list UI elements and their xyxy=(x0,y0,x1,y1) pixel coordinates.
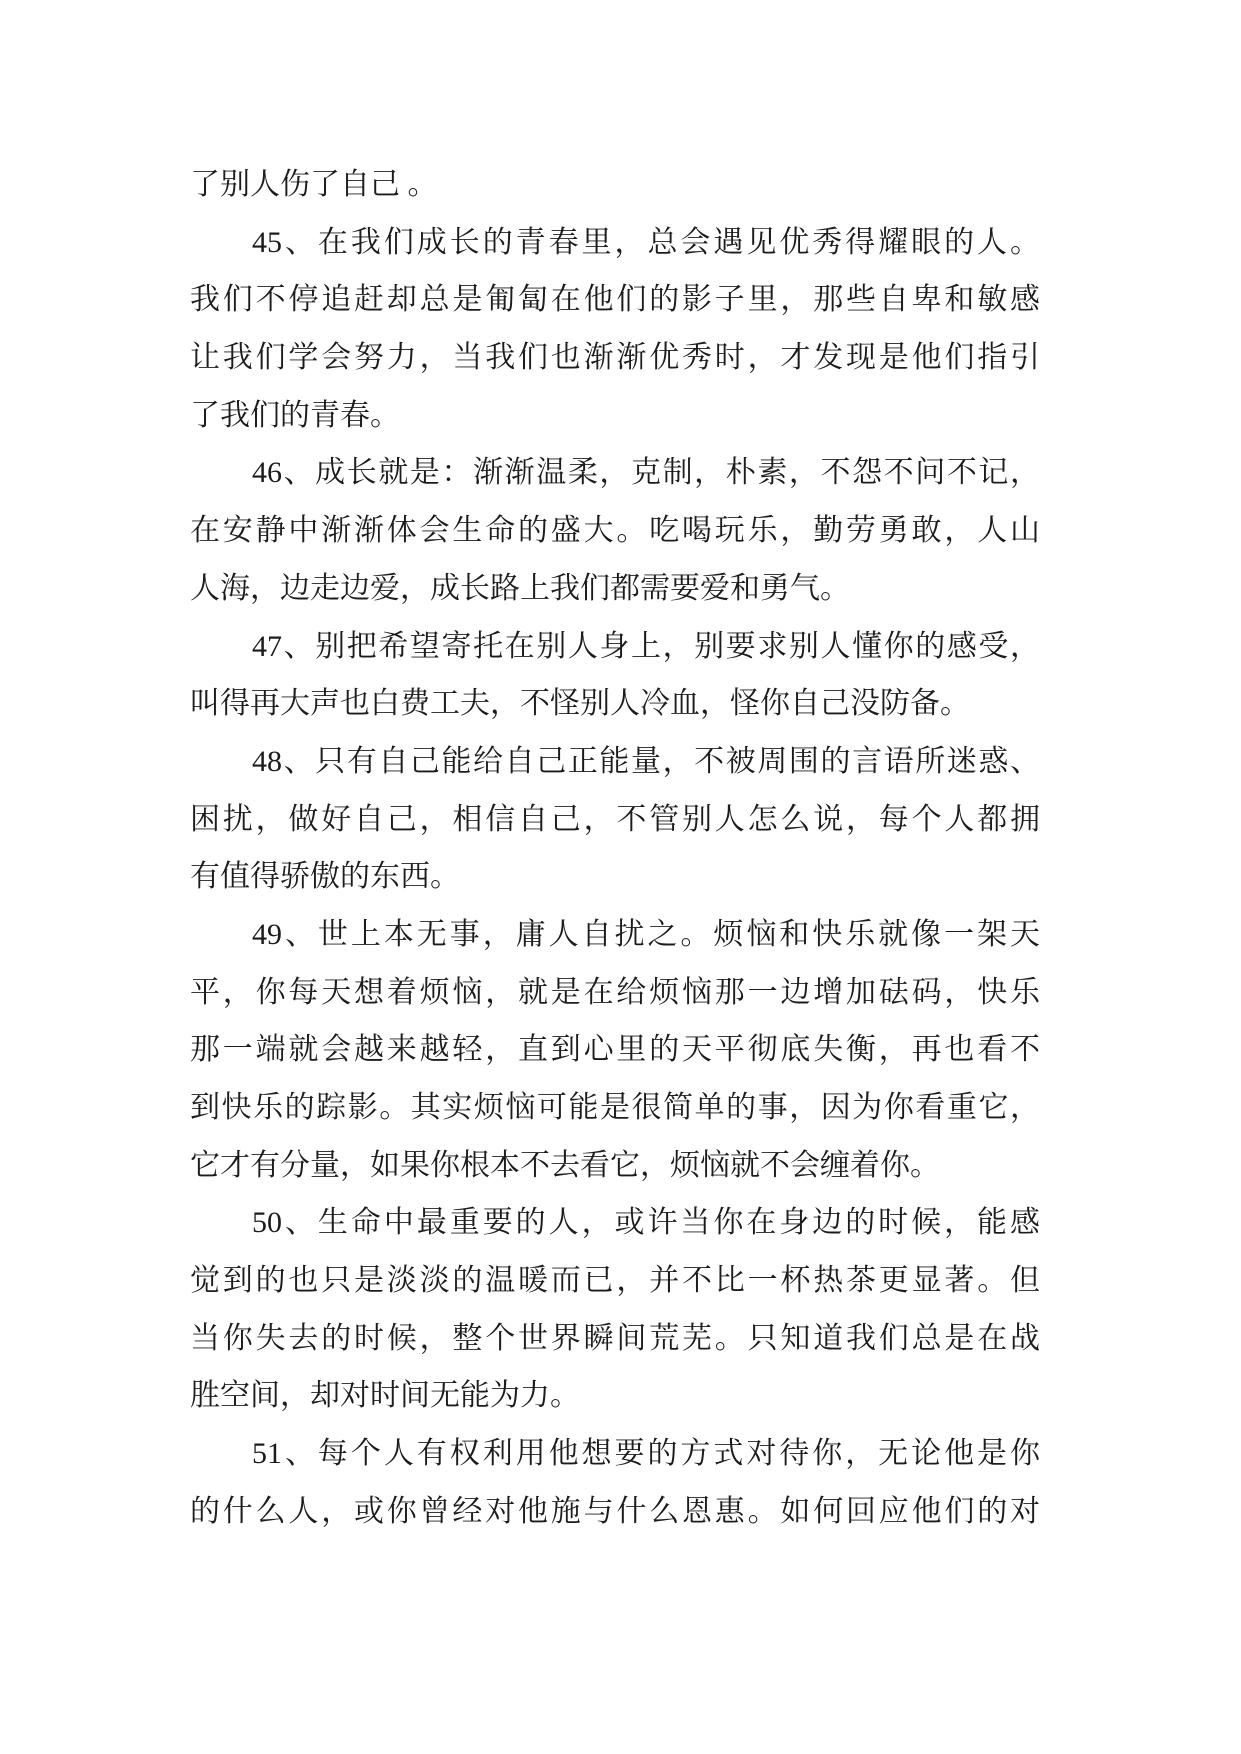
document-body xyxy=(190,156,1040,1541)
text-line: 了别人伤了自己 。 xyxy=(190,168,438,201)
text-line: 那一端就会越来越轻，直到心里的天平彻底失衡，再也看不 xyxy=(190,1033,1040,1067)
text-line: 50、生命中最重要的人，或许当你在身边的时候，能感 xyxy=(252,1206,1040,1240)
paragraph-50 xyxy=(190,1194,1040,1425)
text-line: 的什么人，或你曾经对他施与什么恩惠。如何回应他们的对 xyxy=(190,1494,1040,1528)
text-line: 困扰，做好自己，相信自己，不管别人怎么说，每个人都拥 xyxy=(190,802,1040,836)
paragraph-45 xyxy=(190,214,1040,445)
text-line: 平，你每天想着烦恼，就是在给烦恼那一边增加砝码，快乐 xyxy=(190,975,1040,1009)
paragraph-continuation xyxy=(190,156,1040,214)
text-line: 到快乐的踪影。其实烦恼可能是很简单的事，因为你看重它， xyxy=(190,1091,1040,1124)
text-line: 47、别把希望寄托在别人身上，别要求别人懂你的感受， xyxy=(252,629,1040,663)
text-line: 人海，边走边爱，成长路上我们都需要爱和勇气。 xyxy=(190,571,850,605)
text-line: 让我们学会努力，当我们也渐渐优秀时，才发现是他们指引 xyxy=(190,341,1040,375)
text-line: 觉到的也只是淡淡的温暖而已，并不比一杯热茶更显著。但 xyxy=(190,1264,1040,1298)
text-line: 有值得骄傲的东西。 xyxy=(190,860,460,894)
text-line: 49、世上本无事，庸人自扰之。烦恼和快乐就像一架天 xyxy=(252,917,1040,951)
paragraph-46 xyxy=(190,444,1040,617)
text-line: 48、只有自己能给自己正能量，不被周围的言语所迷惑、 xyxy=(252,744,1040,778)
paragraph-49 xyxy=(190,906,1040,1194)
text-line: 我们不停追赶却总是匍匐在他们的影子里，那些自卑和敏感 xyxy=(190,283,1040,317)
text-line: 当你失去的时候，整个世界瞬间荒芜。只知道我们总是在战 xyxy=(190,1321,1040,1355)
text-line: 了我们的青春。 xyxy=(190,398,400,432)
paragraph-51 xyxy=(190,1425,1040,1540)
text-line: 51、每个人有权利用他想要的方式对待你，无论他是你 xyxy=(252,1437,1040,1471)
text-line: 胜空间，却对时间无能为力。 xyxy=(190,1379,580,1413)
paragraph-47 xyxy=(190,618,1040,733)
paragraph-48 xyxy=(190,733,1040,906)
text-line: 它才有分量，如果你根本不去看它，烦恼就不会缠着你。 xyxy=(190,1148,940,1182)
text-line: 叫得再大声也白费工夫，不怪别人冷血，怪你自己没防备。 xyxy=(190,687,970,721)
text-line: 46、成长就是：渐渐温柔，克制，朴素，不怨不问不记， xyxy=(252,456,1040,490)
text-line: 在安静中渐渐体会生命的盛大。吃喝玩乐，勤劳勇敢，人山 xyxy=(190,514,1040,548)
text-line: 45、在我们成长的青春里，总会遇见优秀得耀眼的人。 xyxy=(252,225,1040,259)
